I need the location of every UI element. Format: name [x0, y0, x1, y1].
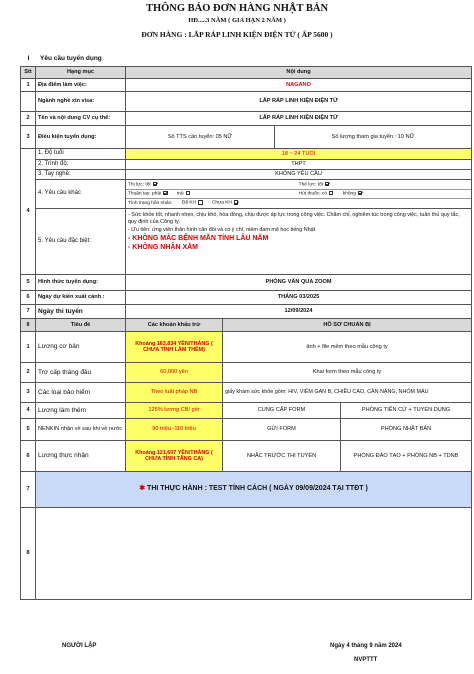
left-hand-checkbox	[186, 191, 191, 196]
practical-test-row: 7 ✱ THI THỰC HÀNH : TEST TÍNH CÁCH ( NGÀY 09/09/2024 TẠI TTĐT )	[21, 472, 472, 508]
table-header-row	[21, 67, 472, 79]
age-value: 18 ~ 24 TUỔI	[126, 149, 472, 160]
salary-row: 1 Lương cơ bản Khoảng 163,834 YÊN/THÁNG ( CHƯA TÍNH LÀM THÊM) ảnh + file mềm theo mẫu công ty	[21, 332, 472, 363]
row-exam-date: 7 Ngày thi tuyển 12/09/2024	[21, 305, 472, 319]
overtime-row: 4 Lương làm thêm 125% lương CB/ giờ CUNG CẤP FORM PHÒNG TIẾN CỬ + TUYỂN DỤNG	[21, 403, 472, 419]
row-other-requirements: 4. Yêu cầu khác Thị lực: tốt Thể lực: tốt Thuận tay: phải trái Hút thuốc: có không Tình trạng hôn nhân: Đã KH Chưa KH	[21, 180, 472, 209]
allowance-row: 2 Trợ cấp tháng đầu 60,000 yên Khai form theo mẫu công ty	[21, 363, 472, 383]
single-checkbox	[234, 200, 239, 205]
col-item: Hạng mục	[36, 67, 126, 79]
insurance-row: 3 Các loại bảo hiểm Theo luật pháp NB giấy khám sức khỏe gồm: HIV, VIÊM GAN B, CHIỀU CAO, CÂN NẶNG, NHÓM MÁU	[21, 383, 472, 403]
smoke-no-checkbox	[358, 191, 363, 196]
section-1-heading	[20, 55, 471, 65]
right-hand-checkbox	[163, 191, 168, 196]
row-visa-field: Ngành nghề xin visa: LẮP RÁP LINH KIỆN ĐIỆN TỬ	[21, 92, 472, 112]
order-table	[20, 66, 472, 600]
married-checkbox	[198, 200, 203, 205]
row-departure: 6 Ngày dự kiến xuất cảnh : THÁNG 03/2025	[21, 291, 472, 305]
section-number: I	[27, 55, 30, 62]
col-content: Nội dung	[126, 67, 472, 79]
trainee-count: Số TTS cần tuyển: 05 NỮ	[126, 126, 275, 149]
col-stt: Stt	[21, 67, 36, 79]
row-special-requirements: 5. Yêu cầu đặc biệt: - Sức khỏe tốt, nhanh nhẹn, chịu khó, hòa đồng, chịu được áp lực trong công việc. Chăm chỉ, nghiêm túc trong công việc, tuân thủ quy tắc, quy định của Công ty. - Ưu tiên: ứng viên thân hình cân đối và có ý chí, niềm đam mê học tiếng Nhật - KHÔNG MẮC BỆNH MÃN TÍNH LÂU NĂM - KHÔNG NHẬN XĂM	[21, 209, 472, 275]
row-education: 2. Trình độ: THPT	[21, 160, 472, 170]
vision-checkbox	[153, 182, 158, 187]
order-title: ĐƠN HÀNG : LẮP RÁP LINH KIỆN ĐIỆN TỬ ( ẤP 5600 )	[141, 30, 333, 39]
row-conditions: 3 Điều kiện tuyển dụng: Số TTS cần tuyển: 05 NỮ Số lượng tham gia tuyển : 10 NỮ	[21, 126, 472, 149]
row-age: 4 1. Độ tuổi 18 ~ 24 TUỔI	[21, 149, 472, 160]
section-title: Yêu cầu tuyển dụng	[40, 55, 102, 62]
candidate-count: Số lượng tham gia tuyển : 10 NỮ	[275, 126, 472, 149]
nenkin-row: 5 NENKIN nhận về sau khi về nước 90 triệu -110 triệu GỬI FORM PHÒNG NHẬT BẢN	[21, 419, 472, 441]
document-title: THÔNG BÁO ĐƠN HÀNG NHẬT BẢN	[145, 3, 329, 14]
location-value: NAGANO	[126, 79, 472, 92]
fitness-checkbox	[325, 182, 330, 187]
star-icon: ✱	[139, 485, 146, 493]
document-date: Ngày 4 tháng 9 năm 2024	[330, 643, 402, 649]
author-org: NVPTTT	[354, 657, 378, 663]
section-2-header: II Tiêu đề Các khoản khấu trừ HỒ SƠ CHUẨN BỊ	[21, 319, 472, 332]
smoke-yes-checkbox	[329, 191, 334, 196]
photo-row: 8	[21, 508, 472, 600]
row-job: 2 Tên và nội dung CV cụ thể: LẮP RÁP LINH KIỆN ĐIỆN TỬ	[21, 112, 472, 126]
row-skill: 3. Tay nghề: KHÔNG YÊU CẦU	[21, 170, 472, 180]
author-label: NGƯỜI LẬP	[62, 643, 97, 649]
row-location: 1 Địa điểm làm việc: NAGANO	[21, 79, 472, 92]
row-recruitment-form: 5 Hình thức tuyển dụng: PHỎNG VẤN QUA ZOOM	[21, 275, 472, 291]
net-salary-row: 6 Lương thực nhận Khoảng 121,607 YÊN/THÁNG ( CHƯA TÍNH TĂNG CA) NHẮC TRƯỚC THI TUYỂN PHÒNG ĐÀO TẠO + PHÒNG NB + TDNB	[21, 441, 472, 472]
contract-term: HĐ.....3 NĂM ( GIA HẠN 2 NĂM )	[188, 17, 286, 24]
